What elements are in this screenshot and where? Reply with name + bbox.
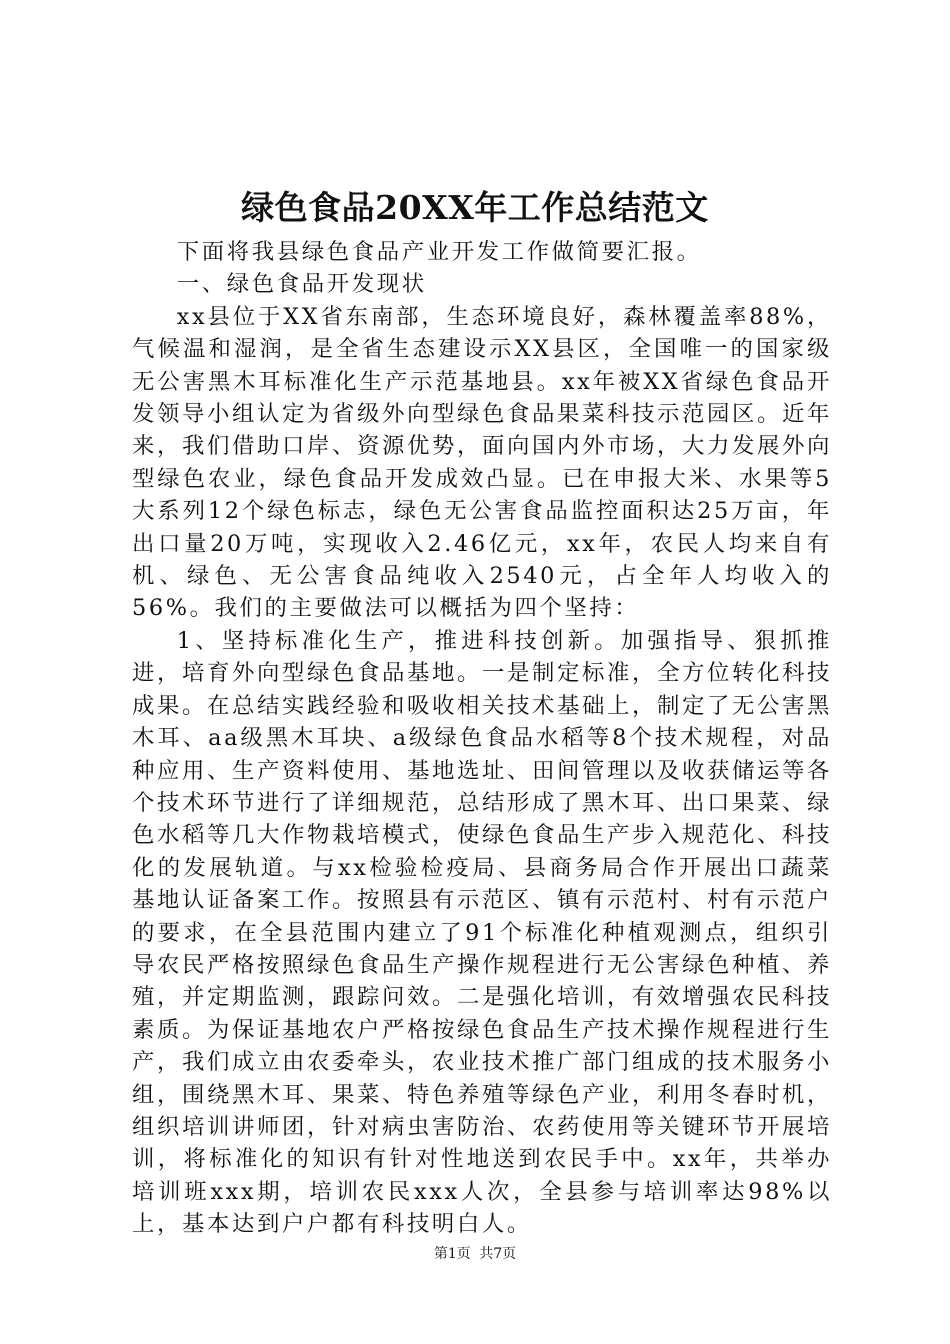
document-body [132,236,832,1241]
paragraph-status: xx县位于XX省东南部，生态环境良好，森林覆盖率88%，气候温和湿润，是全省生态建设示XX县区，全国唯一的国家级无公害黑木耳标准化生产示范基地县。xx年被XX省绿色食品开发领导小组认定为省级外向型绿色食品果菜科技示范园区。近年来，我们借助口岸、资源优势，面向国内外市场，大力发展外向型绿色农业，绿色食品开发成效凸显。已在申报大米、水果等5大系列12个绿色标志，绿色无公害食品监控面积达25万亩，年出口量20万吨，实现收入2.46亿元，xx年，农民人均来自有机、绿色、无公害食品纯收入2540元，占全年人均收入的56%。我们的主要做法可以概括为四个坚持： [132,303,832,622]
paragraph-intro: 下面将我县绿色食品产业开发工作做简要汇报。 [176,239,702,265]
page-number-total: 共7页 [479,1246,517,1262]
page-number-current: 第1页 [433,1246,471,1262]
section-heading: 一、绿色食品开发现状 [176,271,427,298]
page-footer [0,1244,950,1264]
document-title: 绿色食品20XX年工作总结范文 [241,188,709,227]
paragraph-standardization: 1、坚持标准化生产，推进科技创新。加强指导、狠抓推进，培育外向型绿色食品基地。一是制定标准，全方位转化科技成果。在总结实践经验和吸收相关技术基础上，制定了无公害黑木耳、aa级黑木耳块、a级绿色食品水稻等8个技术规程，对品种应用、生产资料使用、基地选址、田间管理以及收获储运等各个技术环节进行了详细规范，总结形成了黑木耳、出口果菜、绿色水稻等几大作物栽培模式，使绿色食品生产步入规范化、科技化的发展轨道。与xx检验检疫局、县商务局合作开展出口蔬菜基地认证备案工作。按照县有示范区、镇有示范村、村有示范户的要求，在全县范围内建立了91个标准化种植观测点，组织引导农民严格按照绿色食品生产操作规程进行无公害绿色种植、养殖，并定期监测，跟踪问效。二是强化培训，有效增强农民科技素质。为保证基地农户严格按绿色食品生产技术操作规程进行生产，我们成立由农委牵头，农业技术推广部门组成的技术服务小组，围绕黑木耳、果菜、特色养殖等绿色产业，利用冬春时机，组织培训讲师团，针对病虫害防治、农药使用等关键环节开展培训，将标准化的知识有针对性地送到农民手中。xx年，共举办培训班xxx期，培训农民xxx人次，全县参与培训率达98%以上，基本达到户户都有科技明白人。 [132,627,832,1238]
